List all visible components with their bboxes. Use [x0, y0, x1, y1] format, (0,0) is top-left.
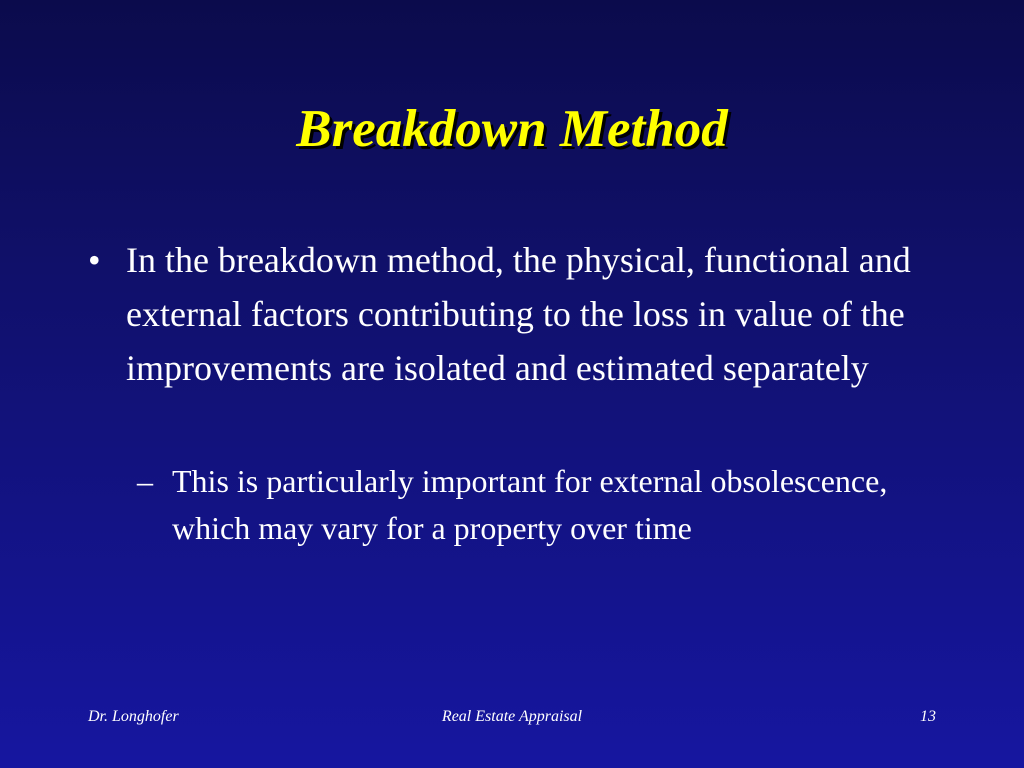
sub-bullet-marker: –	[137, 463, 153, 499]
bullet-text: In the breakdown method, the physical, functional and external factors contributing to the loss in value of the improvements are isolated and estimated separately	[126, 240, 911, 388]
sub-bullet-text: This is particularly important for external obsolescence, which may vary for a property over time	[172, 463, 888, 546]
bullet-item	[88, 233, 938, 395]
footer-course: Real Estate Appraisal	[441, 708, 583, 725]
sub-bullet-item	[137, 458, 927, 552]
footer-page-number: 13	[920, 708, 936, 725]
slide-title: Breakdown Method	[296, 100, 728, 158]
bullet-marker: •	[88, 240, 101, 280]
footer-author: Dr. Longhofer	[88, 708, 179, 725]
